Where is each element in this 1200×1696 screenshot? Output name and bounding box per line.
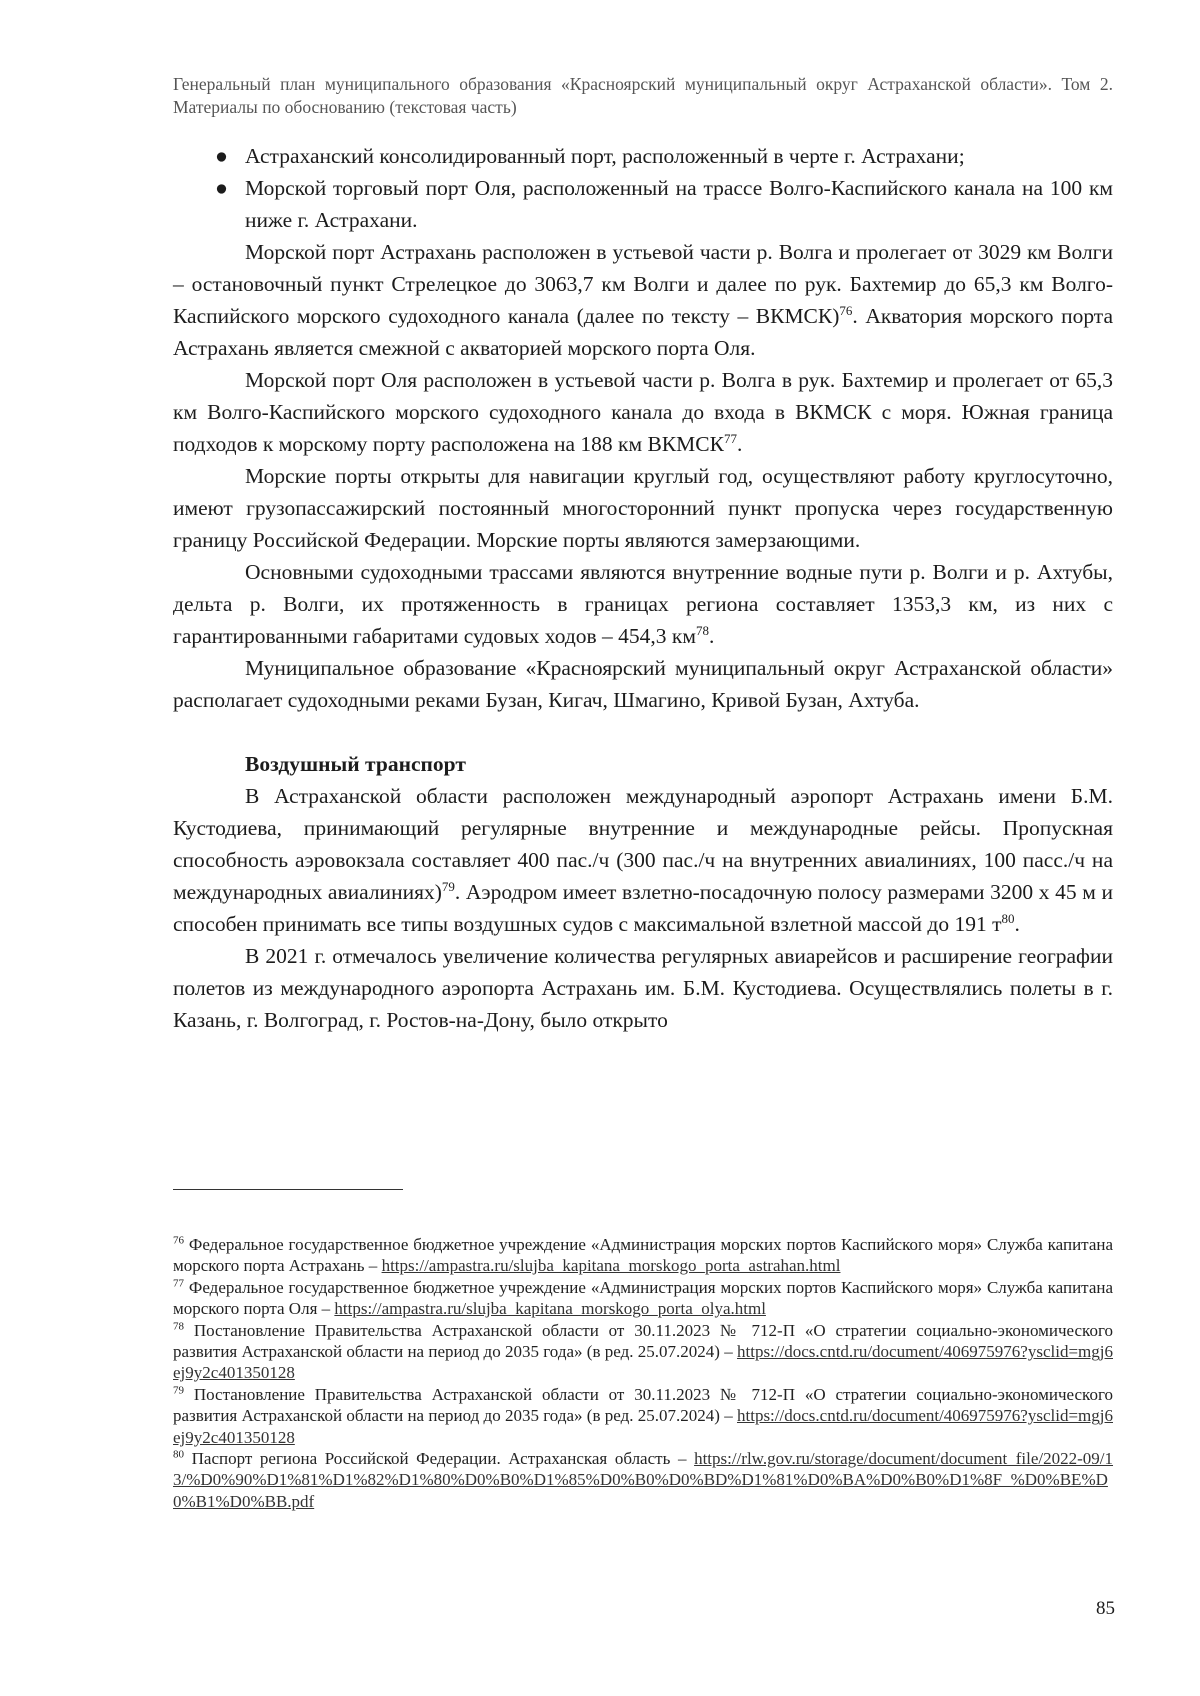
footnote: $^{76}$ Федеральное государственное бюджетное учреждение «Администрация морских портов Каспийского моря» Служба капитана морского порта Астрахань – https://ampastra.ru/slujba_kapitana_morskogo_porta_astrahan.html <box>173 1234 1114 1276</box>
footnotes <box>173 1234 1113 1512</box>
page-number: 85 <box>1096 1598 1115 1619</box>
paragraph-waterways: Основными судоходными трассами являются внутренние водные пути р. Волги и р. Ахтубы, дельта р. Волги, их протяженность в границах региона составляет 1353,3 км, из них с гарантированными габаритами судовых ходов – 454,3 $км^{78}$. <box>173 560 1113 648</box>
bullet-item <box>173 172 1113 236</box>
footnote: $^{77}$ Федеральное государственное бюджетное учреждение «Администрация морских портов Каспийского моря» Служба капитана морского порта Оля – https://ampastra.ru/slujba_kapitana_morskogo_porta_olya.html <box>173 1277 1114 1319</box>
bullet-text: Астраханский консолидированный порт, расположенный в черте г. Астрахани; <box>245 144 965 168</box>
footnote-link[interactable]: https://ampastra.ru/slujba_kapitana_morskogo_porta_astrahan.html <box>381 1256 841 1276</box>
bullet-item <box>173 140 1113 172</box>
footnote-link[interactable]: https://docs.cntd.ru/document/406975976?ysclid=mgj6ej9y2c401350128 <box>173 1342 1113 1383</box>
bullet-icon: ● <box>215 144 228 168</box>
footnote: $^{79}$ Постановление Правительства Астраханской области от 30.11.2023 № 712-П «О стратегии социально-экономического развития Астраханской области на период до 2035 года» (в ред. 25.07.2024) – https://docs.cntd.ru/document/406975976?ysclid=mgj6ej9y2c401350128 <box>173 1384 1113 1447</box>
footnote-link[interactable]: https://rlw.gov.ru/storage/document/document_file/2022-09/13/%D0%90%D1%81%D1%82%D1%80%D0%B0%D1%85%D0%B0%D0%BD%D1%81%D0%BA%D0%B0%D1%8F_%D0%BE%D0%B1%D0%BB.pdf <box>173 1449 1114 1511</box>
paragraph-rivers: Муниципальное образование «Красноярский муниципальный округ Астраханской области» располагает судоходными реками Бузан, Кигач, Шмагино, Кривой Бузан, Ахтуба. <box>173 656 1113 712</box>
running-header: Генеральный план муниципального образования «Красноярский муниципальный округ Астраханской области». Том 2. Материалы по обоснованию (текстовая часть) <box>173 74 1113 117</box>
footnote-link[interactable]: https://docs.cntd.ru/document/406975976?ysclid=mgj6ej9y2c401350128 <box>173 1406 1113 1447</box>
footnote: $^{80}$ Паспорт региона Российской Федерации. Астраханская область – https://rlw.gov.ru/storage/document/document_file/2022-09/13/%D0%90%D1%81%D1%82%D1%80%D0%B0%D1%85%D0%B0%D0%BD%D1%81%D0%BA%D0%B0%D1%8F_%D0%BE%D0%B1%D0%BB.pdf <box>173 1448 1114 1511</box>
bullet-icon: ● <box>215 176 228 200</box>
paragraph-airport: В Астраханской области расположен международный аэропорт Астрахань имени Б.М. Кустодиева, принимающий регулярные внутренние и международные рейсы. Пропускная способность аэровокзала составляет 400 пас./ч (300 пас./ч на внутренних авиалиниях, 100 пасс./ч на международных авиалиниях)$^{79}$. Аэродром имеет взлетно-посадочную полосу размерами 3200 х 45 м и способен принимать все типы воздушных судов с максимальной взлетной массой до 191 $т^{80}$. <box>173 784 1113 936</box>
footnote-ref[interactable]: 80 <box>1001 910 1015 926</box>
paragraph-port-olya: Морской порт Оля расположен в устьевой части р. Волга в рук. Бахтемир и пролегает от 65,3 км Волго-Каспийского морского судоходного канала до входа в ВКМСК с моря. Южная граница подходов к морскому порту расположена на 188 км ВКМСК$^{77}$. <box>173 368 1113 456</box>
bullet-text: Морской торговый порт Оля, расположенный на трассе Волго-Каспийского канала на 100 км ниже г. Астрахани. <box>245 176 1113 232</box>
paragraph-navigation: Морские порты открыты для навигации круглый год, осуществляют работу круглосуточно, имеют грузопассажирский постоянный многосторонний пункт пропуска через государственную границу Российской Федерации. Морские порты являются замерзающими. <box>173 464 1113 552</box>
footnote: $^{78}$ Постановление Правительства Астраханской области от 30.11.2023 № 712-П «О стратегии социально-экономического развития Астраханской области на период до 2035 года» (в ред. 25.07.2024) – https://docs.cntd.ru/document/406975976?ysclid=mgj6ej9y2c401350128 <box>173 1319 1113 1383</box>
footnote-ref[interactable]: 78 <box>695 622 709 638</box>
footnote-ref[interactable]: 77 <box>723 430 737 446</box>
paragraph-port-astrakhan: Морской порт Астрахань расположен в устьевой части р. Волга и пролегает от 3029 км Волги – остановочный пункт Стрелецкое до 3063,7 км Волги и далее по рук. Бахтемир до 65,3 км Волго-Каспийского морского судоходного канала (далее по тексту – ВКМСК)$^{76}$. Акватория морского порта Астрахань является смежной с акваторией морского порта Оля. <box>173 240 1113 360</box>
footnote-separator <box>173 1189 403 1190</box>
footnote-ref[interactable]: 76 <box>839 302 853 318</box>
footnote-ref[interactable]: 79 <box>441 878 455 894</box>
footnote-link[interactable]: https://ampastra.ru/slujba_kapitana_morskogo_porta_olya.html <box>334 1299 766 1319</box>
section-heading: Воздушный транспорт <box>245 752 466 776</box>
body-text <box>173 140 1113 1036</box>
paragraph-flights: В 2021 г. отмечалось увеличение количества регулярных авиарейсов и расширение географии полетов из международного аэропорта Астрахань им. Б.М. Кустодиева. Осуществлялись полеты в г. Казань, г. Волгоград, г. Ростов-на-Дону, было открыто <box>173 944 1113 1032</box>
